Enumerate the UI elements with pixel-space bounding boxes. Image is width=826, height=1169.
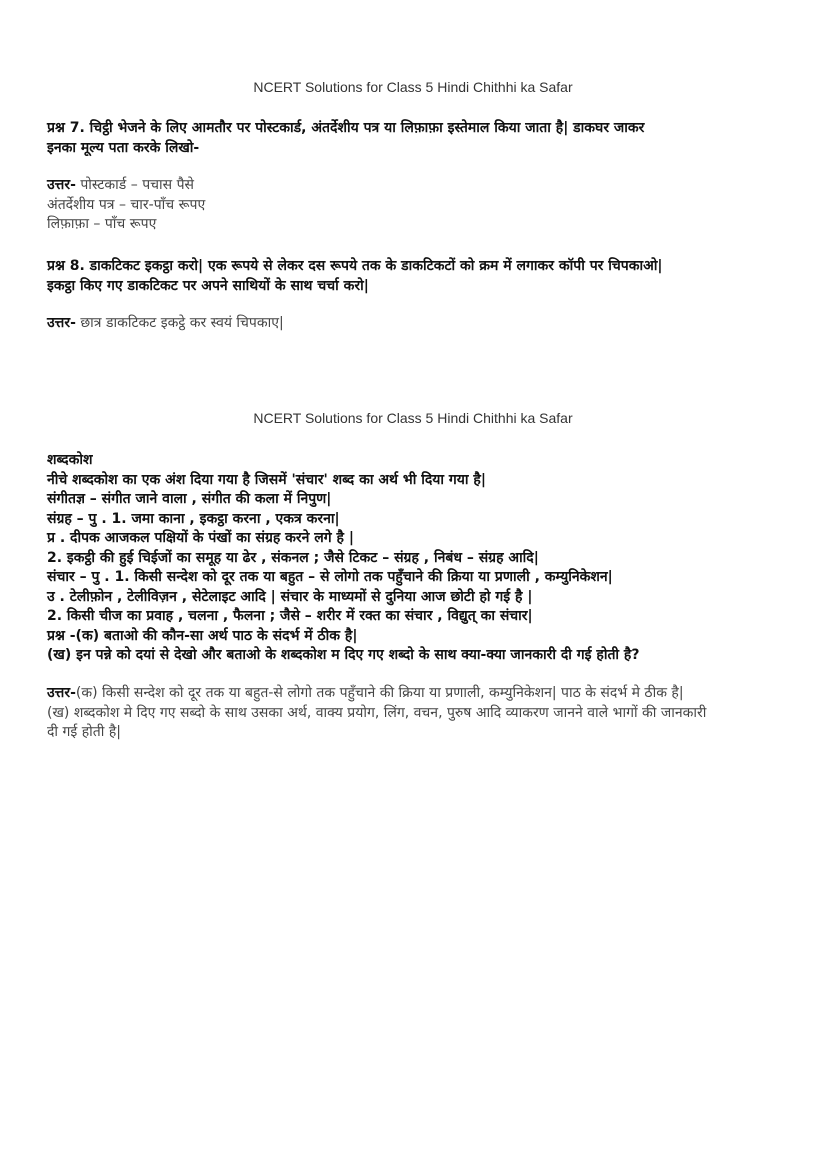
shabdkosh-line: उ . टेलीफ़ोन , टेलीविज़न , सेटेलाइट आदि | संचार के माध्यमों से दुनिया आज छोटी हो गई है | [47, 588, 533, 605]
answer-7 [47, 176, 782, 235]
final-answer-text-1: (क) किसी सन्देश को दूर तक या बहुत-से लोगो तक पहुँचाने की क्रिया या प्रणाली, कम्युनिकेशन| पाठ के संदर्भ मे ठीक है| [75, 685, 684, 701]
final-answer-label: उत्तर- [47, 685, 76, 701]
answer-8-text: छात्र डाकटिकट इकट्ठे कर स्वयं चिपकाए| [75, 315, 284, 331]
shabdkosh-line: प्रश्न -(क) बताओ की कौन-सा अर्थ पाठ के संदर्भ में ठीक है| [47, 627, 358, 644]
question-7 [47, 119, 782, 158]
shabdkosh-line: संग्रह – पु . 1. जमा काना , इकट्ठा करना , एकत्र करना| [47, 510, 340, 527]
question-7-line-1: प्रश्न 7. चिट्ठी भेजने के लिए आमतौर पर पोस्टकार्ड, अंतर्देशीय पत्र या लिफ़ाफ़ा इस्तेमाल किया जाता है| डाकघर जाकर [47, 120, 645, 136]
final-answer [47, 684, 782, 743]
question-8-line-1: प्रश्न 8. डाकटिकट इकट्ठा करो| एक रूपये से लेकर दस रूपये तक के डाकटिकटों को क्रम में लगाकर कॉपी पर चिपकाओ| [47, 258, 663, 274]
question-8-line-2: इकट्ठा किए गए डाकटिकट पर अपने साथियों के साथ चर्चा करो| [47, 277, 369, 294]
shabdkosh-line: संचार – पु . 1. किसी सन्देश को दूर तक या बहुत – से लोगो तक पहुँचाने की क्रिया या प्रणाली , कम्युनिकेशन| [47, 569, 613, 585]
answer-7-line-2: अंतर्देशीय पत्र – चार-पाँच रूपए [47, 196, 206, 213]
answer-7-line-1 [47, 176, 782, 196]
answer-8 [47, 314, 782, 334]
page-header-1: NCERT Solutions for Class 5 Hindi Chithhi ka Safar [253, 79, 573, 95]
page-header-2: NCERT Solutions for Class 5 Hindi Chithhi ka Safar [253, 410, 573, 426]
answer-7-line-3: लिफ़ाफ़ा – पाँच रूपए [47, 216, 157, 232]
question-7-line-2: इनका मूल्य पता करके लिखो- [47, 139, 200, 156]
final-answer-line-3: दी गई होती है| [47, 724, 121, 740]
shabdkosh-line: 2. इकट्ठी की हुई चिईजों का समूह या ढेर , संकनल ; जैसे टिकट – संग्रह , निबंध – संग्रह आदि| [47, 549, 539, 566]
answer-7-text-1: पोस्टकार्ड – पचास पैसे [75, 177, 194, 193]
question-8 [47, 257, 782, 296]
shabdkosh-line: संगीतज्ञ – संगीत जाने वाला , संगीत की कला में निपुण| [47, 491, 332, 507]
final-answer-line-2: (ख) शब्दकोश मे दिए गए सब्दो के साथ उसका अर्थ, वाक्य प्रयोग, लिंग, वचन, पुरुष आदि व्याकरण जानने वाले भागों की जानकारी [47, 704, 707, 721]
shabdkosh-line: 2. किसी चीज का प्रवाह , चलना , फैलना ; जैसे – शरीर में रक्त का संचार , विद्युत् का संचार| [47, 608, 533, 624]
answer-7-label: उत्तर- [47, 177, 76, 193]
final-answer-line-1 [47, 684, 782, 704]
shabdkosh-line: (ख) इन पन्ने को दयां से देखो और बताओ के शब्दकोश म दिए गए शब्दो के साथ क्या-क्या जानकारी दी गई होती है? [47, 647, 640, 663]
shabdkosh-title: शब्दकोश [47, 452, 93, 468]
answer-8-label: उत्तर- [47, 315, 76, 331]
shabdkosh-section [47, 451, 782, 666]
shabdkosh-line: प्र . दीपक आजकल पक्षियों के पंखों का संग्रह करने लगे है | [47, 530, 354, 546]
shabdkosh-line: नीचे शब्दकोश का एक अंश दिया गया है जिसमें 'संचार' शब्द का अर्थ भी दिया गया है| [47, 471, 486, 488]
answer-8-line [47, 314, 782, 334]
